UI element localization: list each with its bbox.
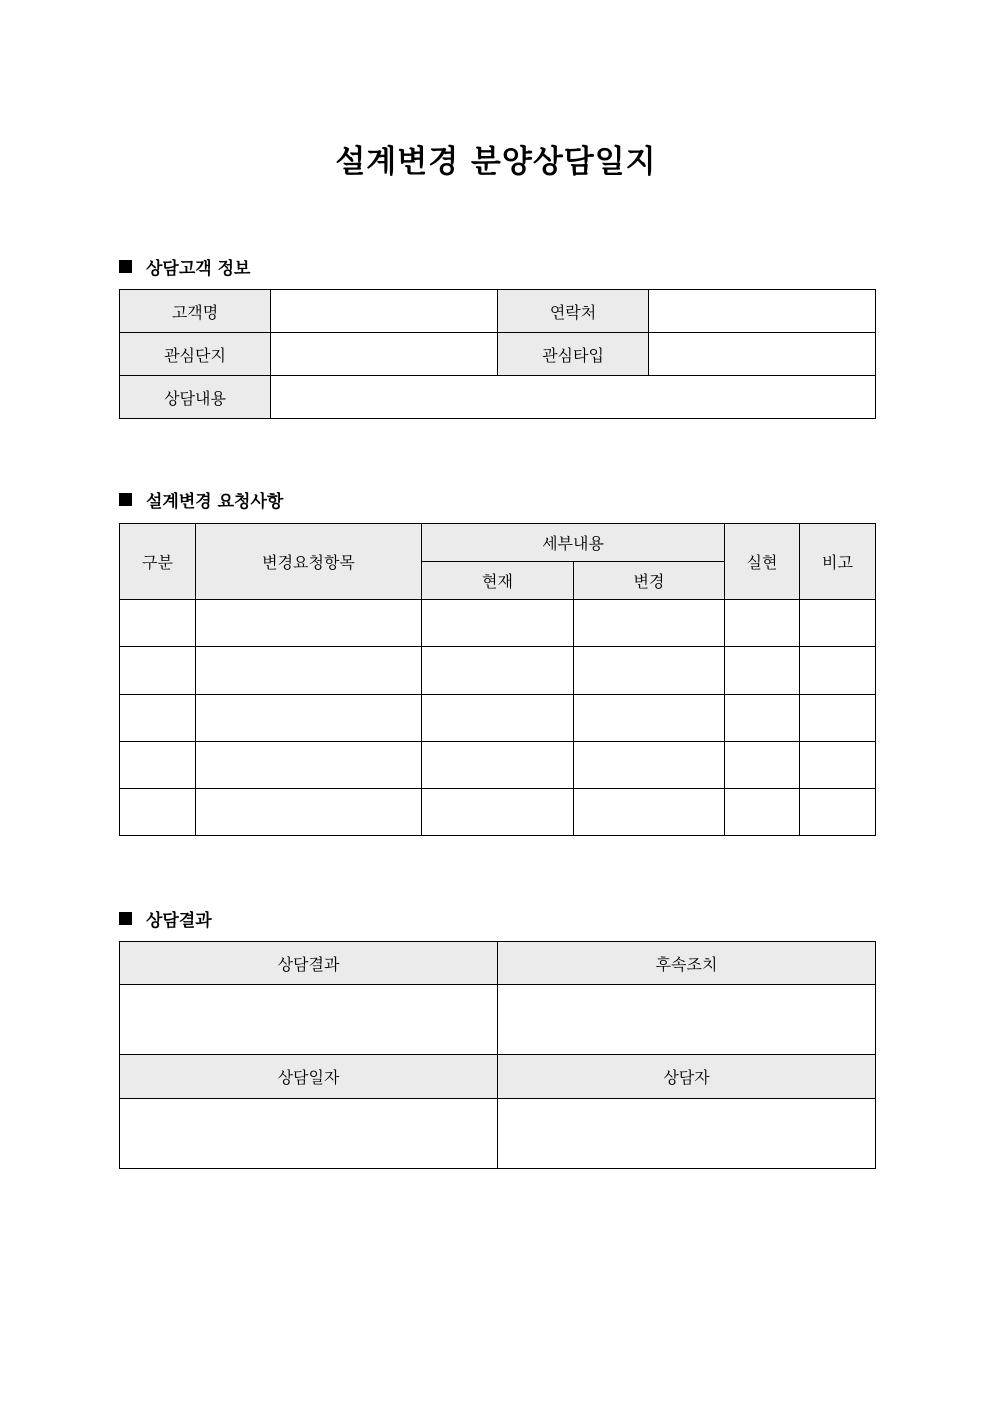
request-note-cell[interactable] — [800, 788, 876, 835]
page-title: 설계변경 분양상담일지 — [335, 144, 657, 180]
request-change-cell[interactable] — [574, 600, 725, 647]
consult-content-label: 상담내용 — [120, 376, 271, 419]
change-request-table — [119, 523, 876, 836]
consult-date-field[interactable] — [120, 1098, 498, 1168]
request-realize-cell[interactable] — [725, 741, 800, 788]
request-change-cell[interactable] — [574, 647, 725, 694]
followup-field[interactable] — [498, 985, 876, 1055]
request-item-cell[interactable] — [196, 741, 422, 788]
header-category: 구분 — [120, 524, 196, 600]
header-current: 현재 — [422, 562, 574, 600]
counselor-label: 상담자 — [498, 1055, 876, 1098]
customer-name-label: 고객명 — [120, 290, 271, 333]
square-bullet-icon — [119, 260, 132, 273]
customer-name-field[interactable] — [271, 290, 498, 333]
square-bullet-icon — [119, 493, 132, 506]
request-change-cell[interactable] — [574, 741, 725, 788]
interest-type-field[interactable] — [649, 333, 876, 376]
request-category-cell[interactable] — [120, 741, 196, 788]
request-note-cell[interactable] — [800, 647, 876, 694]
request-realize-cell[interactable] — [725, 788, 800, 835]
customer-info-table — [119, 289, 876, 419]
table-row — [120, 647, 876, 694]
header-realize: 실현 — [725, 524, 800, 600]
request-current-cell[interactable] — [422, 694, 574, 741]
request-note-cell[interactable] — [800, 741, 876, 788]
request-realize-cell[interactable] — [725, 647, 800, 694]
request-category-cell[interactable] — [120, 788, 196, 835]
section-heading-requests-text: 설계변경 요청사항 — [146, 492, 284, 512]
header-detail: 세부내용 — [422, 524, 725, 562]
consult-content-field[interactable] — [271, 376, 876, 419]
request-category-cell[interactable] — [120, 694, 196, 741]
result-label: 상담결과 — [120, 942, 498, 985]
table-row — [120, 788, 876, 835]
request-item-cell[interactable] — [196, 600, 422, 647]
section-heading-result — [119, 906, 212, 931]
request-item-cell[interactable] — [196, 647, 422, 694]
header-change: 변경 — [574, 562, 725, 600]
interest-complex-field[interactable] — [271, 333, 498, 376]
interest-type-label: 관심타입 — [498, 333, 649, 376]
counselor-field[interactable] — [498, 1098, 876, 1168]
consult-date-label: 상담일자 — [120, 1055, 498, 1098]
request-category-cell[interactable] — [120, 600, 196, 647]
request-current-cell[interactable] — [422, 741, 574, 788]
request-realize-cell[interactable] — [725, 600, 800, 647]
consult-result-table — [119, 941, 876, 1169]
request-item-cell[interactable] — [196, 694, 422, 741]
request-note-cell[interactable] — [800, 694, 876, 741]
section-heading-customer-text: 상담고객 정보 — [146, 259, 251, 279]
table-row — [120, 600, 876, 647]
request-rows — [120, 600, 876, 836]
square-bullet-icon — [119, 912, 132, 925]
section-heading-requests — [119, 487, 283, 512]
request-current-cell[interactable] — [422, 647, 574, 694]
section-heading-result-text: 상담결과 — [146, 911, 212, 931]
section-heading-customer — [119, 254, 250, 279]
customer-contact-field[interactable] — [649, 290, 876, 333]
request-change-cell[interactable] — [574, 694, 725, 741]
request-note-cell[interactable] — [800, 600, 876, 647]
followup-label: 후속조치 — [498, 942, 876, 985]
customer-contact-label: 연락처 — [498, 290, 649, 333]
header-note: 비고 — [800, 524, 876, 600]
request-change-cell[interactable] — [574, 788, 725, 835]
interest-complex-label: 관심단지 — [120, 333, 271, 376]
request-item-cell[interactable] — [196, 788, 422, 835]
result-field[interactable] — [120, 985, 498, 1055]
table-row — [120, 741, 876, 788]
request-category-cell[interactable] — [120, 647, 196, 694]
request-current-cell[interactable] — [422, 788, 574, 835]
table-row — [120, 694, 876, 741]
request-current-cell[interactable] — [422, 600, 574, 647]
request-realize-cell[interactable] — [725, 694, 800, 741]
header-change-item: 변경요청항목 — [196, 524, 422, 600]
